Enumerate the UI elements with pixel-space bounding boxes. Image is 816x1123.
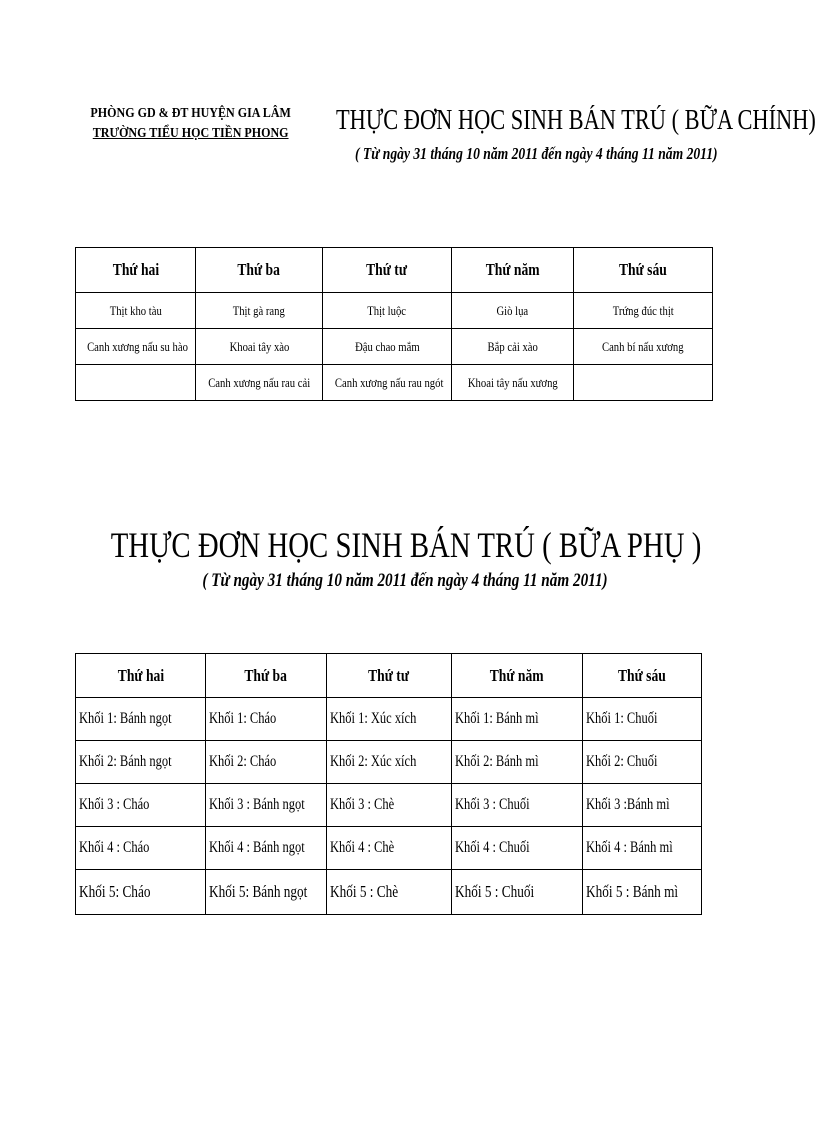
main-menu-header-row <box>76 248 713 293</box>
main-menu-date-range: ( Từ ngày 31 tháng 10 năm 2011 đến ngày 4 tháng 11 năm 2011) <box>355 144 718 163</box>
table-cell: Khối 3 : Chuối <box>452 784 583 827</box>
main-header-cell: Thứ năm <box>452 248 574 293</box>
snack-header-cell: Thứ ba <box>206 654 327 698</box>
table-row <box>76 329 713 365</box>
table-cell: Canh bí nấu xương <box>574 329 713 365</box>
table-cell: Khối 3 :Bánh mì <box>583 784 702 827</box>
table-cell: Thịt luộc <box>323 293 452 329</box>
main-header-cell: Thứ hai <box>76 248 196 293</box>
table-cell: Khối 5 : Bánh mì <box>583 870 702 915</box>
table-row <box>76 784 702 827</box>
table-cell: Khối 3 : Bánh ngọt <box>206 784 327 827</box>
table-cell: Khối 3 : Chè <box>327 784 452 827</box>
school-header <box>78 104 303 144</box>
school-dept-line: PHÒNG GD & ĐT HUYỆN GIA LÂM <box>90 106 291 121</box>
table-cell: Khối 2: Bánh mì <box>452 741 583 784</box>
table-cell: Khối 2: Cháo <box>206 741 327 784</box>
table-cell: Khối 1: Bánh ngọt <box>76 698 206 741</box>
table-cell: Khối 2: Chuối <box>583 741 702 784</box>
table-row <box>76 741 702 784</box>
table-cell: Trứng đúc thịt <box>574 293 713 329</box>
table-cell: Khối 1: Bánh mì <box>452 698 583 741</box>
table-cell: Khối 4 : Bánh mì <box>583 827 702 870</box>
table-cell: Khối 1: Chuối <box>583 698 702 741</box>
table-cell: Thịt kho tàu <box>76 293 196 329</box>
table-cell: Khối 1: Cháo <box>206 698 327 741</box>
main-menu-title: THỰC ĐƠN HỌC SINH BÁN TRÚ ( BỮA CHÍNH) <box>336 105 816 136</box>
table-cell: Canh xương nấu rau ngót <box>323 365 452 401</box>
table-row <box>76 293 713 329</box>
table-cell: Đậu chao mắm <box>323 329 452 365</box>
table-cell: Khối 5: Bánh ngọt <box>206 870 327 915</box>
table-cell: Khoai tây xào <box>196 329 323 365</box>
table-cell: Khối 1: Xúc xích <box>327 698 452 741</box>
table-row <box>76 870 702 915</box>
snack-header-cell: Thứ năm <box>452 654 583 698</box>
snack-header-cell: Thứ tư <box>327 654 452 698</box>
table-cell: Khối 4 : Cháo <box>76 827 206 870</box>
table-cell: Bắp cải xào <box>452 329 574 365</box>
snack-menu-date-range: ( Từ ngày 31 tháng 10 năm 2011 đến ngày 4 tháng 11 năm 2011) <box>202 570 608 591</box>
table-cell: Thịt gà rang <box>196 293 323 329</box>
table-cell: Giò lụa <box>452 293 574 329</box>
main-header-cell: Thứ tư <box>323 248 452 293</box>
table-cell: Khối 2: Bánh ngọt <box>76 741 206 784</box>
snack-menu-title: THỰC ĐƠN HỌC SINH BÁN TRÚ ( BỮA PHỤ ) <box>110 525 702 565</box>
table-row <box>76 365 713 401</box>
table-cell: Khối 2: Xúc xích <box>327 741 452 784</box>
snack-menu-table <box>75 653 702 915</box>
main-header-cell: Thứ ba <box>196 248 323 293</box>
snack-header-cell: Thứ hai <box>76 654 206 698</box>
table-cell <box>76 365 196 401</box>
table-cell: Khối 4 : Bánh ngọt <box>206 827 327 870</box>
school-name-line: TRƯỜNG TIỂU HỌC TIỀN PHONG <box>92 126 289 141</box>
table-row <box>76 827 702 870</box>
table-cell: Khối 4 : Chè <box>327 827 452 870</box>
table-row <box>76 698 702 741</box>
table-cell: Canh xương nấu rau cải <box>196 365 323 401</box>
table-cell: Khoai tây nấu xương <box>452 365 574 401</box>
table-cell: Khối 4 : Chuối <box>452 827 583 870</box>
table-cell: Khối 3 : Cháo <box>76 784 206 827</box>
main-menu-table <box>75 247 713 401</box>
main-header-cell: Thứ sáu <box>574 248 713 293</box>
snack-menu-header-row <box>76 654 702 698</box>
table-cell: Khối 5: Cháo <box>76 870 206 915</box>
table-cell <box>574 365 713 401</box>
table-cell: Khối 5 : Chuối <box>452 870 583 915</box>
table-cell: Khối 5 : Chè <box>327 870 452 915</box>
snack-header-cell: Thứ sáu <box>583 654 702 698</box>
table-cell: Canh xương nấu su hào <box>76 329 196 365</box>
